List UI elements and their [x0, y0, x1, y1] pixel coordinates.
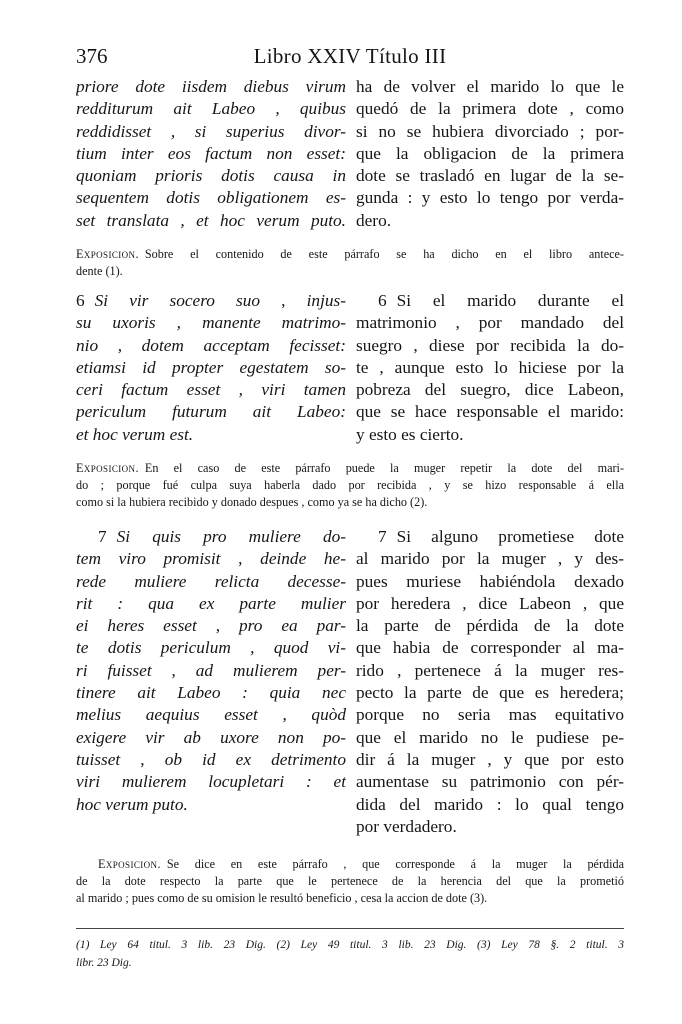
latin-column [76, 526, 346, 816]
footnote-line: (1) Ley 64 titul. 3 lib. 23 Dig. (2) Ley 49 titul. 3 lib. 23 Dig. (3) Ley 78 §. 2 titul. 3 [76, 939, 624, 951]
spanish-line: te , aunque esto lo hiciese por la [356, 357, 624, 377]
spanish-line [356, 290, 624, 312]
spanish-line [356, 526, 624, 548]
latin-line: quoniam prioris dotis causa in [76, 166, 346, 186]
latin-line: te dotis periculum , quod vi- [76, 638, 346, 658]
spanish-line: que se hace responsable el marido: [356, 402, 624, 422]
latin-line: ri fuisset , ad mulierem per- [76, 660, 346, 680]
latin-line: tuisset , ob id ex detrimento [76, 749, 346, 769]
spanish-text: Si alguno prometiese dote [396, 527, 624, 546]
latin-line: etiamsi id propter egestatem so- [76, 357, 346, 377]
exposicion-text: Se dice en este párrafo , que corresponde á la muger la pérdida [166, 857, 624, 871]
spanish-line: pobreza del suegro, dice Labeon, [356, 380, 624, 400]
spanish-line: gunda : y esto lo tengo por verda- [356, 188, 624, 208]
latin-line: priore dote iisdem diebus virum [76, 77, 346, 96]
latin-line: tem viro promisit , deinde he- [76, 549, 346, 569]
paragraph-7 [76, 526, 624, 846]
latin-line: reddidisset , si superius divor- [76, 121, 346, 141]
latin-line: rede muliere relicta decesse- [76, 571, 346, 591]
latin-line: ei heres esset , pro ea par- [76, 616, 346, 636]
latin-column [76, 290, 346, 446]
spanish-line: que el marido no le pudiese pe- [356, 727, 624, 747]
latin-line: su uxoris , manente matrimo- [76, 313, 346, 333]
exposicion-label: Exposicion. [76, 247, 139, 261]
paragraph-continuation [76, 76, 624, 236]
spanish-line: porque no seria mas equitativo [356, 705, 624, 725]
spanish-line: dir á la muger , y que por esto [356, 749, 624, 769]
latin-line: set translata , et hoc verum puto. [76, 210, 346, 230]
exposicion-label: Exposicion. [98, 857, 161, 871]
exposicion-line [76, 856, 624, 873]
spanish-line: matrimonio , por mandado del [356, 313, 624, 333]
latin-column [76, 76, 346, 232]
page-number: 376 [76, 44, 108, 68]
spanish-line: que habia de corresponder al ma- [356, 638, 624, 658]
section-number: 6 [76, 291, 85, 310]
section-number: 7 [98, 527, 107, 546]
latin-line [76, 290, 346, 312]
latin-line: tinere ait Labeo : quia nec [76, 683, 346, 703]
exposicion-text: En el caso de este párrafo puede la muger repetir la dote del mari- [144, 461, 624, 475]
spanish-line: ha de volver el marido lo que le [356, 77, 624, 96]
latin-line: rit : qua ex parte mulier [76, 593, 346, 613]
spanish-column [356, 76, 624, 232]
spanish-line: la parte de pérdida de la dote [356, 616, 624, 636]
spanish-line: pecto la parte de que es heredera; [356, 683, 624, 703]
footnote-line: libr. 23 Dig. [76, 957, 132, 969]
latin-line: nio , dotem acceptam fecisset: [76, 335, 346, 355]
spanish-line: suegro , diese por recibida la do- [356, 335, 624, 355]
exposicion-line: como si la hubiera recibido y donado despues , como ya se ha dicho (2). [76, 495, 428, 509]
running-title: Libro XXIV Título III [253, 44, 447, 68]
spanish-column [356, 526, 624, 838]
latin-line: hoc verum puto. [76, 794, 188, 814]
exposicion-line [76, 460, 624, 477]
latin-line: redditurum ait Labeo , quibus [76, 99, 346, 119]
exposicion-line [76, 246, 624, 263]
spanish-line: pues muriese habiéndola dexado [356, 571, 624, 591]
exposicion-1 [76, 246, 624, 280]
latin-line: viri mulierem locupletari : et [76, 772, 346, 792]
latin-line: et hoc verum est. [76, 424, 194, 444]
spanish-line: aumentase su patrimonio con pér- [356, 772, 624, 792]
latin-line: periculum futurum ait Labeo: [76, 402, 346, 422]
footnote-divider [76, 928, 624, 929]
spanish-line: dida del marido : lo qual tengo [356, 794, 624, 814]
exposicion-2 [76, 460, 624, 511]
latin-text: Si vir socero suo , injus- [94, 291, 346, 310]
exposicion-line: de la dote respecto la parte que le pertenece de la herencia del que la prometió [76, 874, 624, 888]
exposicion-line: do ; porque fué culpa suya haberla dado por recibida , y se hizo responsable á ella [76, 478, 624, 492]
spanish-line: dero. [356, 210, 392, 230]
page-header [76, 38, 624, 72]
spanish-line: y esto es cierto. [356, 424, 464, 444]
exposicion-line: dente (1). [76, 264, 123, 278]
exposicion-text: Sobre el contenido de este párrafo se ha dicho en el libro antece- [144, 247, 624, 261]
exposicion-3 [76, 856, 624, 907]
exposicion-line: al marido ; pues como de su omision le resultó beneficio , cesa la accion de dote (3). [76, 891, 488, 905]
footnotes [76, 936, 624, 972]
exposicion-label: Exposicion. [76, 461, 139, 475]
spanish-line: quedó de la primera dote , como [356, 99, 624, 119]
latin-line: melius aequius esset , quòd [76, 705, 346, 725]
spanish-column [356, 290, 624, 446]
spanish-line: al marido por la muger , y des- [356, 549, 624, 569]
latin-line: tium inter eos factum non esset: [76, 143, 346, 163]
spanish-line: por verdadero. [356, 816, 457, 836]
section-number: 7 [378, 527, 387, 546]
latin-line: exigere vir ab uxore non po- [76, 727, 346, 747]
section-number: 6 [378, 291, 387, 310]
spanish-line: por heredera , dice Labeon , que [356, 593, 624, 613]
spanish-line: dote se trasladó en lugar de la se- [356, 166, 624, 186]
spanish-line: que la obligacion de la primera [356, 143, 624, 163]
latin-line: sequentem dotis obligationem es- [76, 188, 346, 208]
spanish-text: Si el marido durante el [396, 291, 624, 310]
spanish-line: rido , pertenece á la muger res- [356, 660, 624, 680]
latin-line [76, 526, 346, 548]
latin-text: Si quis pro muliere do- [116, 527, 346, 546]
paragraph-6 [76, 290, 624, 450]
latin-line: ceri factum esset , viri tamen [76, 380, 346, 400]
spanish-line: si no se hubiera divorciado ; por- [356, 121, 624, 141]
